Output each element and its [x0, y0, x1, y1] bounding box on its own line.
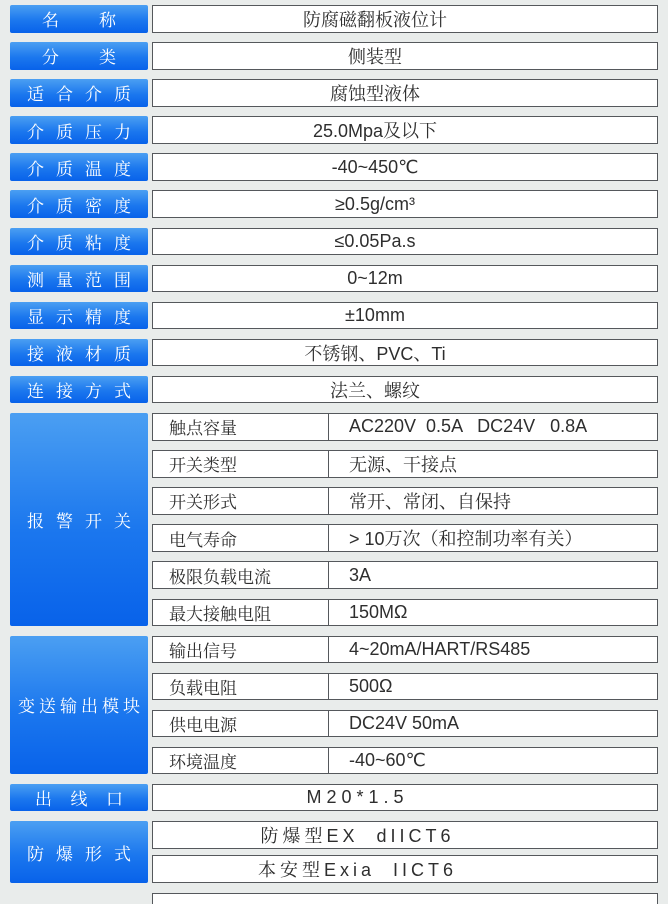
- row-header-label: 接液材质: [27, 345, 131, 365]
- row-value-wetted-material: 不锈钢、PVC、Ti: [152, 339, 658, 367]
- row-value-medium-temperature: -40~450℃: [152, 153, 658, 181]
- row-value-suitable-medium: 腐蚀型液体: [152, 79, 658, 107]
- section-header-explosion-proof: [10, 821, 148, 883]
- row-header-label: 测量范围: [27, 270, 131, 290]
- section-header-alarm-switch: [10, 413, 148, 626]
- row-header-name: [10, 5, 148, 33]
- explosion-proof-type-exia: 本安型Exia IICT6: [152, 855, 658, 883]
- section-header-transmitter: [10, 636, 148, 775]
- sub-row-value: 4~20mA/HART/RS485: [349, 638, 531, 659]
- transmitter-section: [10, 636, 658, 775]
- spec-row-suitable-medium: [10, 79, 658, 107]
- row-header-cable-outlet: [10, 784, 148, 812]
- sub-row-value: > 10万次（和控制功率有关）: [349, 529, 583, 550]
- row-header-medium-temperature: [10, 153, 148, 181]
- sub-row-label: 极限负载电流: [153, 562, 329, 588]
- sub-row-contact-capacity: [152, 413, 658, 441]
- sub-row-label: 电气寿命: [153, 525, 329, 551]
- row-value-medium-density: ≥0.5g/cm³: [152, 190, 658, 218]
- spec-row-medium-viscosity: [10, 228, 658, 256]
- sub-row-value: 500Ω: [349, 675, 393, 696]
- sub-row-switch-type: [152, 450, 658, 478]
- spec-row-wetted-material: [10, 339, 658, 367]
- sub-row-max-contact-resistance: [152, 599, 658, 627]
- row-header-display-accuracy: [10, 302, 148, 330]
- sub-row-ambient-temperature: [152, 747, 658, 775]
- spec-row-measuring-range: [10, 265, 658, 293]
- row-header-category: [10, 42, 148, 70]
- explosion-proof-type-ex: 防爆型EX dIICT6: [152, 821, 658, 849]
- sub-row-label: 最大接触电阻: [153, 600, 329, 626]
- row-header-label: 介质压力: [27, 122, 131, 142]
- row-value-display-accuracy: ±10mm: [152, 302, 658, 330]
- sub-row-label: 负载电阻: [153, 674, 329, 700]
- row-header-label: 介质粘度: [27, 233, 131, 253]
- spec-row-category: [10, 42, 658, 70]
- sub-row-label: 输出信号: [153, 637, 329, 663]
- row-header-label: 介质温度: [27, 159, 131, 179]
- sub-row-value: 150MΩ: [349, 601, 408, 622]
- sub-row-label: 环境温度: [153, 748, 329, 774]
- alarm-switch-rows: [152, 413, 658, 626]
- sub-row-value: AC220V 0.5A DC24V 0.8A: [349, 416, 588, 437]
- sub-row-value: DC24V 50mA: [349, 713, 460, 734]
- spec-row-cable-outlet: [10, 784, 658, 812]
- spec-row-display-accuracy: [10, 302, 658, 330]
- sub-row-limit-load-current: [152, 561, 658, 589]
- sub-row-label: 开关形式: [153, 488, 329, 514]
- sub-row-value: 常开、常闭、自保持: [349, 491, 511, 512]
- row-value-medium-viscosity: ≤0.05Pa.s: [152, 228, 658, 256]
- row-header-label: 介质密度: [27, 196, 131, 216]
- sub-row-switch-form: [152, 487, 658, 515]
- row-header-label: 连接方式: [27, 382, 131, 402]
- sub-row-electrical-life: [152, 524, 658, 552]
- spec-row-medium-pressure: [10, 116, 658, 144]
- sub-row-value: -40~60℃: [349, 750, 426, 771]
- row-header-medium-viscosity: [10, 228, 148, 256]
- spec-row-connection-type: [10, 376, 658, 404]
- row-header-label: 分类: [42, 48, 116, 68]
- spec-row-name: [10, 5, 658, 33]
- transmitter-rows: [152, 636, 658, 775]
- sub-row-label: 供电电源: [153, 711, 329, 737]
- row-value-connection-type: 法兰、螺纹: [152, 376, 658, 404]
- row-header-label: 出线口: [35, 790, 123, 810]
- row-value-medium-pressure: 25.0Mpa及以下: [152, 116, 658, 144]
- cutoff-row-edge: [152, 893, 658, 904]
- sub-row-load-resistance: [152, 673, 658, 701]
- section-header-label: 防爆形式: [27, 844, 131, 864]
- row-header-wetted-material: [10, 339, 148, 367]
- row-header-connection-type: [10, 376, 148, 404]
- explosion-proof-rows: [152, 821, 658, 883]
- sub-row-label: 触点容量: [153, 414, 329, 440]
- spec-row-medium-density: [10, 190, 658, 218]
- row-value-name: 防腐磁翻板液位计: [152, 5, 658, 33]
- explosion-proof-section: [10, 821, 658, 883]
- section-header-label: 报警开关: [27, 512, 131, 532]
- sub-row-value: 无源、干接点: [349, 454, 457, 475]
- row-value-cable-outlet: M20*1.5: [152, 784, 658, 812]
- row-header-medium-pressure: [10, 116, 148, 144]
- sub-row-output-signal: [152, 636, 658, 664]
- row-header-label: 适合介质: [27, 85, 131, 105]
- sub-row-label: 开关类型: [153, 451, 329, 477]
- row-header-label: 名称: [42, 11, 116, 31]
- row-value-category: 侧装型: [152, 42, 658, 70]
- alarm-switch-section: [10, 413, 658, 626]
- row-value-measuring-range: 0~12m: [152, 265, 658, 293]
- section-header-label: 变送输出模块: [18, 697, 140, 717]
- spec-row-medium-temperature: [10, 153, 658, 181]
- row-header-measuring-range: [10, 265, 148, 293]
- row-header-label: 显示精度: [27, 308, 131, 327]
- row-header-suitable-medium: [10, 79, 148, 107]
- sub-row-value: 3A: [349, 564, 372, 585]
- row-header-medium-density: [10, 190, 148, 218]
- sub-row-power-supply: [152, 710, 658, 738]
